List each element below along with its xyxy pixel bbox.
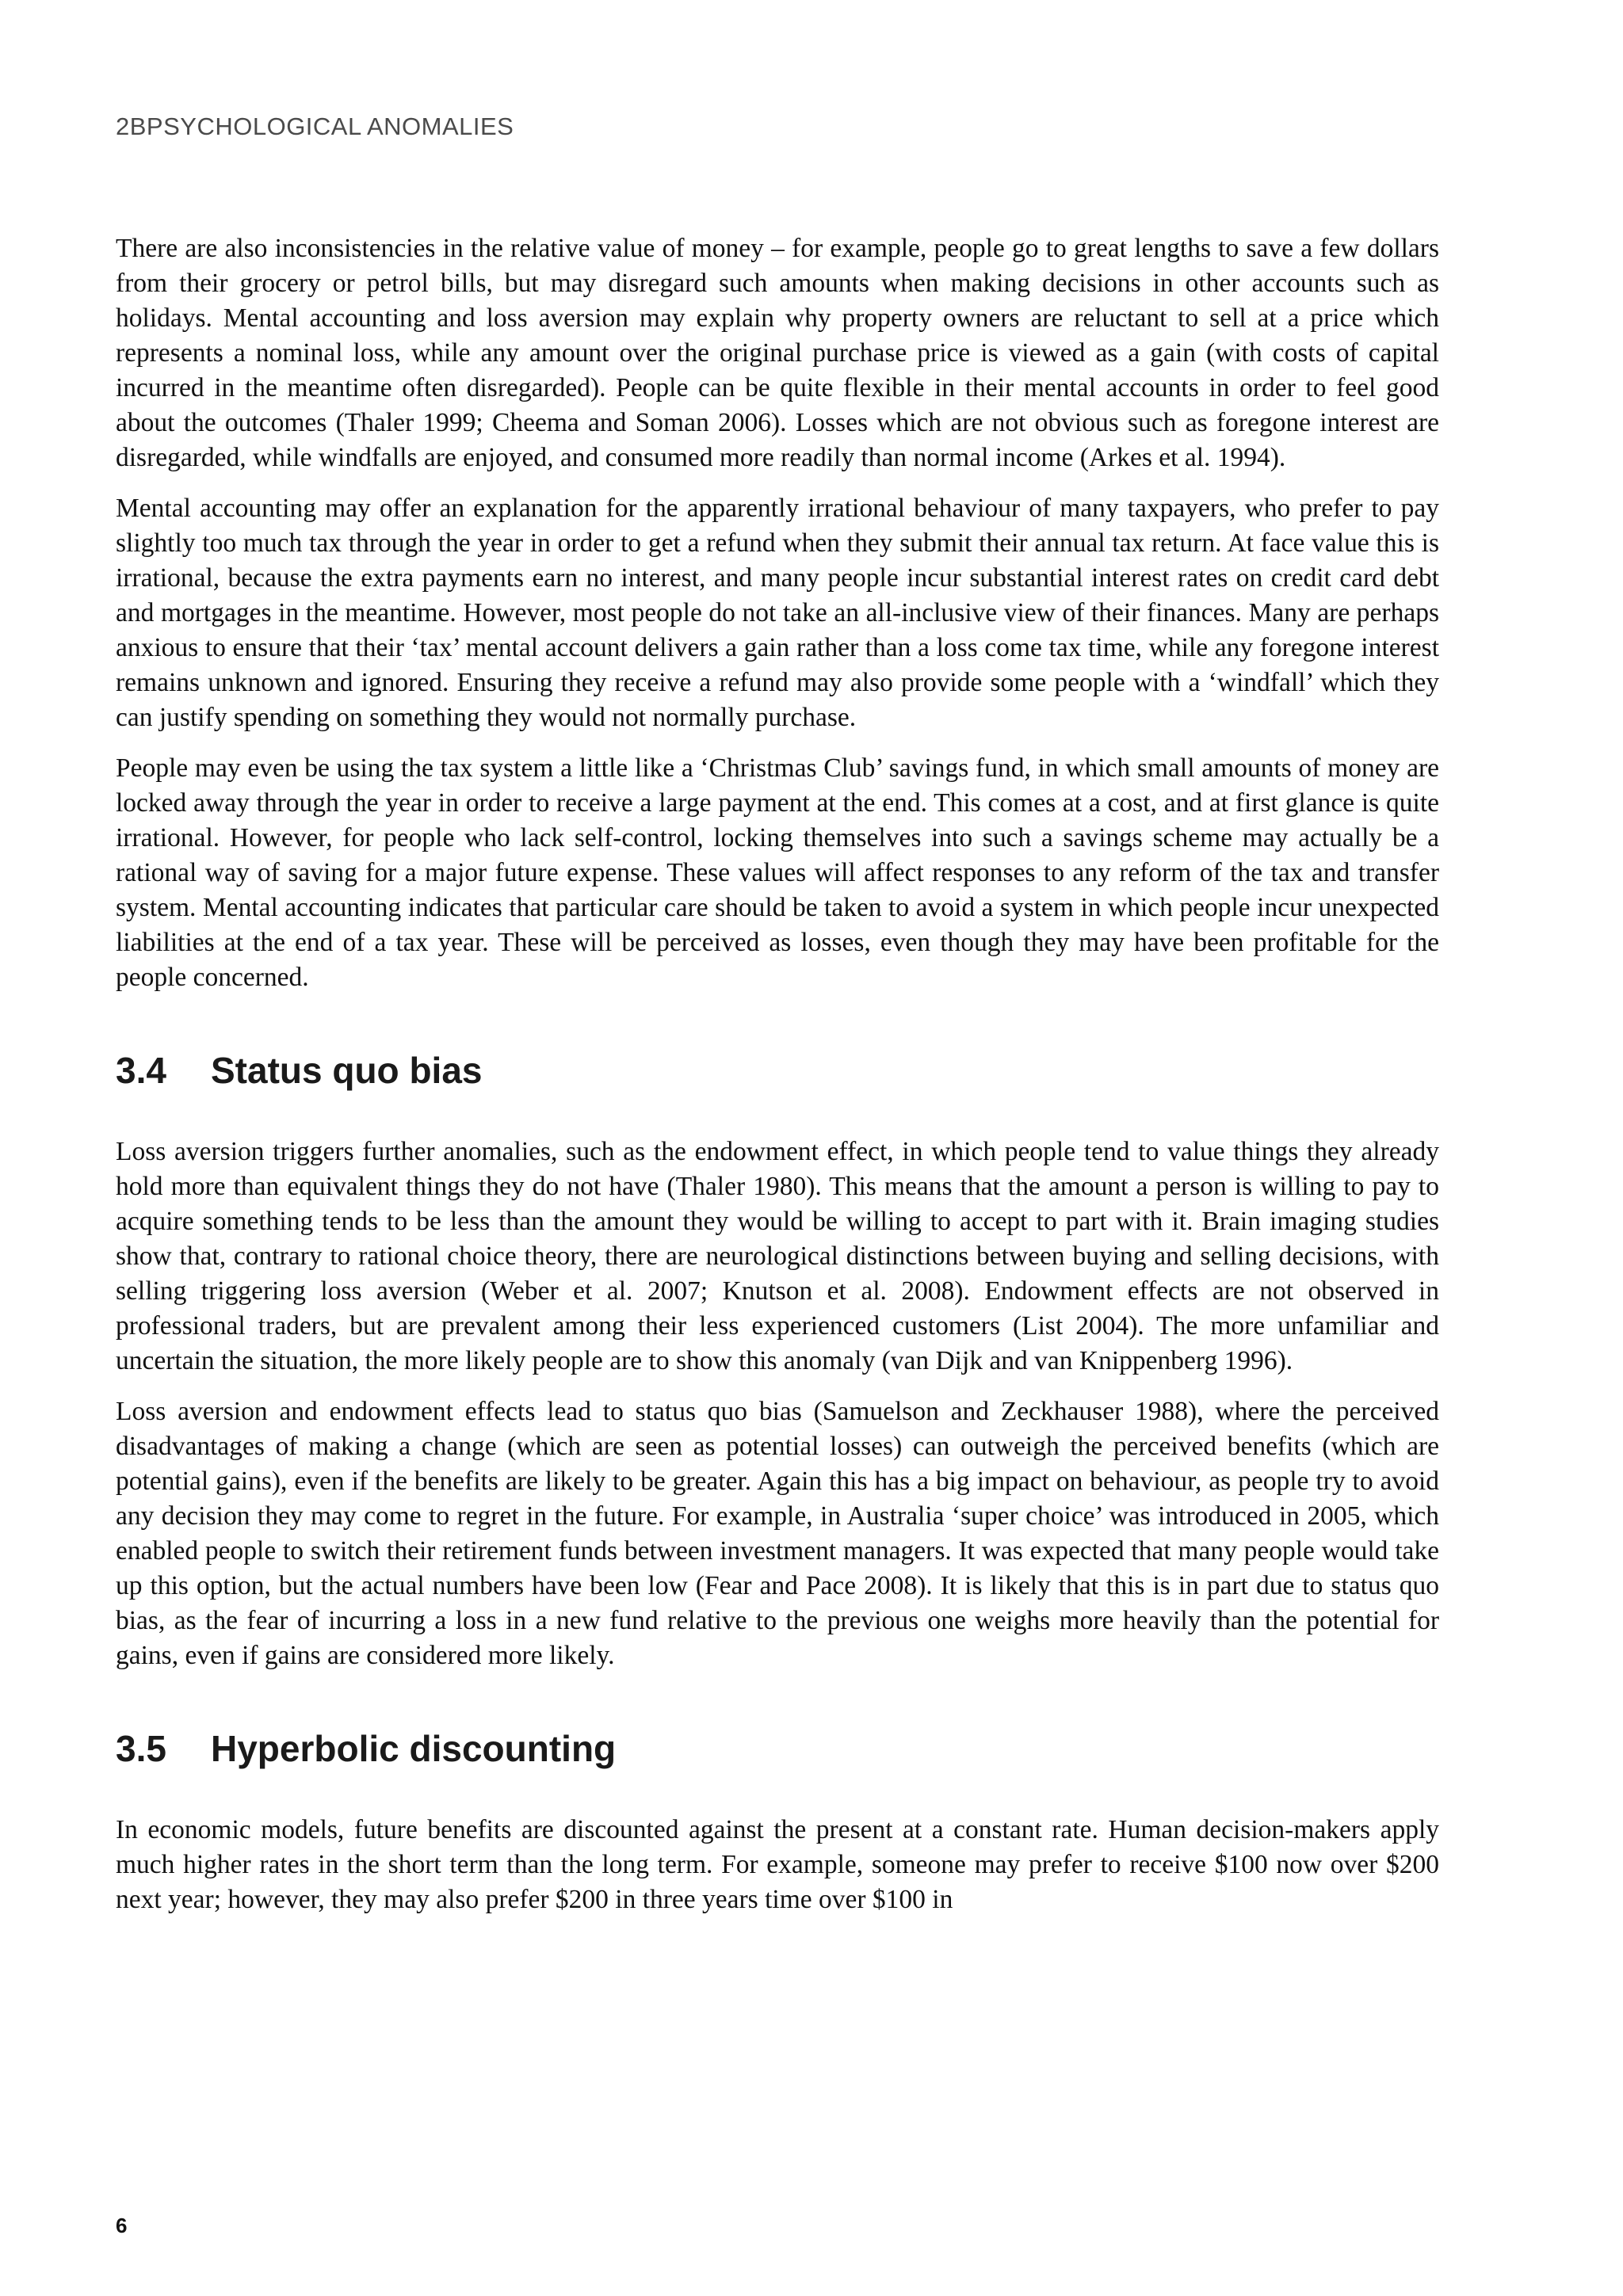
paragraph-status-quo-1: Loss aversion triggers further anomalies, such as the endowment effect, in which people tend to value things they already hold more than equivalent things they do not have (Thaler 1980). This means that the amount a person is willing to pay to acquire something tends to be less than the amount they would be willing to accept to part with it. Brain imaging studies show that, contrary to rational choice theory, there are neurological distinctions between buying and selling decisions, with selling triggering loss aversion (Weber et al. 2007; Knutson et al. 2008). Endowment effects are not observed in professional traders, but are prevalent among their less experienced customers (List 2004). The more unfamiliar and uncertain the situation, the more likely people are to show this anomaly (van Dijk and van Knippenberg 1996). xyxy=(116,1137,1439,1375)
paragraph-mental-accounting-1: There are also inconsistencies in the relative value of money – for example, people go to great lengths to save a few dollars from their grocery or petrol bills, but may disregard such amounts when making decisions in other accounts such as holidays. Mental accounting and loss aversion may explain why property owners are reluctant to sell at a price which represents a nominal loss, while any amount over the original purchase price is viewed as a gain (with costs of capital incurred in the meantime often disregarded). People can be quite flexible in their mental accounts in order to feel good about the outcomes (Thaler 1999; Cheema and Soman 2006). Losses which are not obvious such as foregone interest are disregarded, while windfalls are enjoyed, and consumed more readily than normal income (Arkes et al. 1994). xyxy=(116,234,1439,472)
section-number: 3.5 xyxy=(116,1728,166,1769)
running-header: 2BPSYCHOLOGICAL ANOMALIES xyxy=(116,113,514,140)
section-title: Status quo bias xyxy=(211,1050,483,1091)
section-heading-status-quo-bias xyxy=(116,1049,1439,1092)
section-title: Hyperbolic discounting xyxy=(211,1728,617,1769)
paragraph-mental-accounting-3: People may even be using the tax system a little like a ‘Christmas Club’ savings fund, in which small amounts of money are locked away through the year in order to receive a large payment at the end. This comes at a cost, and at first glance is quite irrational. However, for people who lack self-control, locking themselves into such a savings scheme may actually be a rational way of saving for a major future expense. These values will affect responses to any reform of the tax and transfer system. Mental accounting indicates that particular care should be taken to avoid a system in which people incur unexpected liabilities at the end of a tax year. These will be perceived as losses, even though they may have been profitable for the people concerned. xyxy=(116,753,1439,992)
section-number: 3.4 xyxy=(116,1050,166,1091)
page-number: 6 xyxy=(116,2214,128,2237)
paragraph-hyperbolic-1: In economic models, future benefits are discounted against the present at a constant rate. Human decision-makers apply much higher rates in the short term than the long term. For example, someone may prefer to receive $100 now over $200 next year; however, they may also prefer $200 in three years time over $100 in xyxy=(116,1815,1439,1914)
section-heading-hyperbolic-discounting xyxy=(116,1727,1439,1770)
paragraph-status-quo-2: Loss aversion and endowment effects lead to status quo bias (Samuelson and Zeckhauser 1988), where the perceived disadvantages of making a change (which are seen as potential losses) can outweigh the perceived benefits (which are potential gains), even if the benefits are likely to be greater. Again this has a big impact on behaviour, as people try to avoid any decision they may come to regret in the future. For example, in Australia ‘super choice’ was introduced in 2005, which enabled people to switch their retirement funds between investment managers. It was expected that many people would take up this option, but the actual numbers have been low (Fear and Pace 2008). It is likely that this is in part due to status quo bias, as the fear of incurring a loss in a new fund relative to the previous one weighs more heavily than the potential for gains, even if gains are considered more likely. xyxy=(116,1397,1439,1670)
page-content xyxy=(116,231,1439,1933)
paragraph-mental-accounting-2: Mental accounting may offer an explanation for the apparently irrational behaviour of many taxpayers, who prefer to pay slightly too much tax through the year in order to get a refund when they submit their annual tax return. At face value this is irrational, because the extra payments earn no interest, and many people incur substantial interest rates on credit card debt and mortgages in the meantime. However, most people do not take an all-inclusive view of their finances. Many are perhaps anxious to ensure that their ‘tax’ mental account delivers a gain rather than a loss come tax time, while any foregone interest remains unknown and ignored. Ensuring they receive a refund may also provide some people with a ‘windfall’ which they can justify spending on something they would not normally purchase. xyxy=(116,494,1439,732)
